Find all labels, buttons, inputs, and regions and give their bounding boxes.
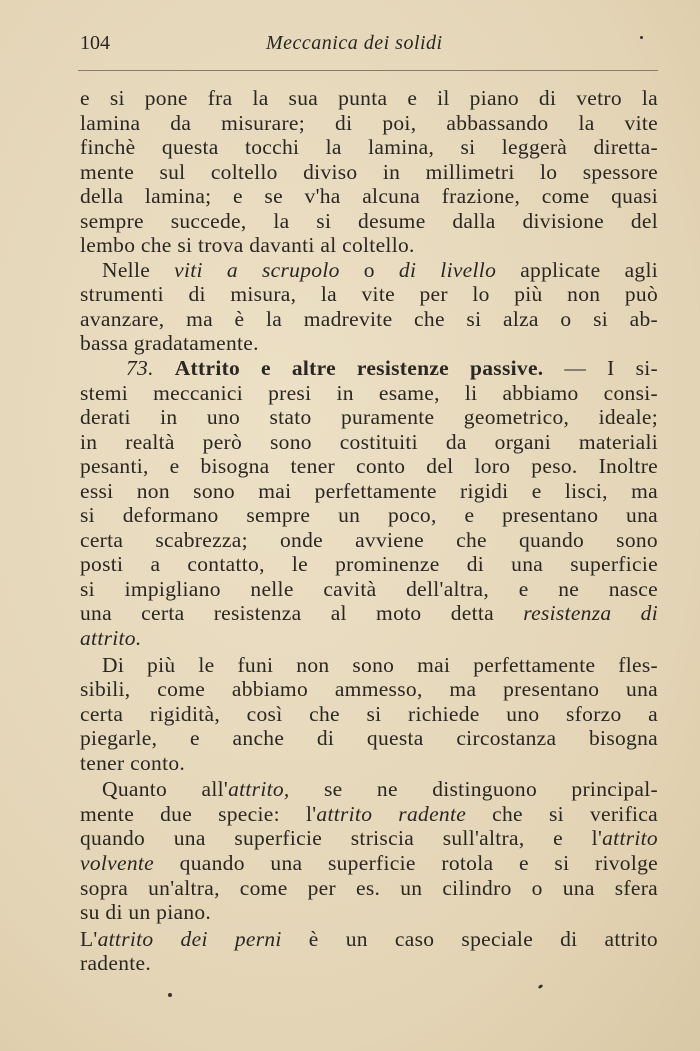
text-line: su di un piano.	[80, 900, 212, 925]
text-line: mente sul coltello diviso in millimetri lo spessore	[80, 159, 658, 184]
text-line: piegarle, e anche di questa circostanza bisogna	[80, 726, 658, 751]
text-line: attrito.	[80, 626, 142, 651]
section-heading-line: 73. Attrito e altre resistenze passive. — I si-	[126, 356, 658, 381]
paragraph-section-73	[80, 356, 658, 651]
text-line: pesanti, e bisogna tener conto del loro peso. Inoltre	[80, 454, 658, 479]
running-title: Meccanica dei solidi	[266, 32, 443, 54]
text-line: una certa resistenza al moto detta resistenza di	[80, 601, 659, 626]
paragraph-6	[80, 927, 658, 976]
paragraph-2	[80, 258, 658, 356]
ink-speck	[640, 36, 643, 39]
body-text	[80, 86, 658, 976]
text-line: certa rigidità, così che si richiede uno sforzo a	[80, 701, 658, 726]
text-line: in realtà però sono costituiti da organi materiali	[80, 429, 658, 454]
header-rule	[78, 70, 658, 71]
page-header	[80, 32, 660, 64]
text-line: lembo che si trova davanti al coltello.	[80, 233, 415, 258]
text-line: Quanto all'attrito, se ne distinguono principal-	[102, 777, 658, 802]
text-line: L'attrito dei perni è un caso speciale di attrito	[80, 926, 658, 951]
text-line: quando una superficie striscia sull'altra, e l'attrito	[80, 826, 658, 851]
paragraph-5	[80, 777, 658, 924]
text-line: stemi meccanici presi in esame, li abbiamo consi-	[80, 380, 658, 405]
text-line: derati in uno stato puramente geometrico, ideale;	[80, 405, 658, 430]
text-line: essi non sono mai perfettamente rigidi e lisci, ma	[80, 478, 658, 503]
text-line: Di più le funi non sono mai perfettamente fles-	[102, 652, 658, 677]
text-line: posti a contatto, le prominenze di una superficie	[80, 552, 658, 577]
text-line: e si pone fra la sua punta e il piano di vetro la	[80, 86, 658, 110]
page-number: 104	[80, 32, 110, 54]
text-line: certa scabrezza; onde avviene che quando sono	[80, 527, 658, 552]
text-line: si impigliano nelle cavità dell'altra, e ne nasce	[80, 576, 658, 601]
section-number: 73.	[126, 356, 154, 381]
text-line: radente.	[80, 951, 152, 976]
text-line: tener conto.	[80, 750, 186, 775]
paragraph-1	[80, 86, 658, 258]
text-line: lamina da misurare; di poi, abbassando la vite	[80, 110, 658, 135]
ink-speck	[168, 993, 172, 997]
text-line: strumenti di misura, la vite per lo più non può	[80, 282, 658, 307]
paragraph-4	[80, 653, 658, 776]
text-line: avanzare, ma è la madrevite che si alza o si ab-	[80, 306, 658, 331]
text-line: sempre succede, la si desume dalla divisione del	[80, 208, 658, 233]
text-line: della lamina; e se v'ha alcuna frazione, come quasi	[80, 184, 658, 209]
section-heading: Attrito e altre resistenze passive.	[174, 356, 544, 381]
text-line: mente due specie: l'attrito radente che si verifica	[80, 801, 658, 826]
text-line: sopra un'altra, come per es. un cilindro o una sfera	[80, 875, 658, 900]
text-line: bassa gradatamente.	[80, 331, 259, 356]
text-line: volvente quando una superficie rotola e si rivolge	[80, 850, 658, 875]
text-line: si deformano sempre un poco, e presentano una	[80, 503, 658, 528]
text-line: finchè questa tocchi la lamina, si leggerà diretta-	[80, 135, 658, 160]
text-line: sibili, come abbiamo ammesso, ma presentano una	[80, 677, 658, 702]
text-line: Nelle viti a scrupolo o di livello applicate agli	[102, 257, 659, 282]
ink-speck	[538, 984, 544, 989]
